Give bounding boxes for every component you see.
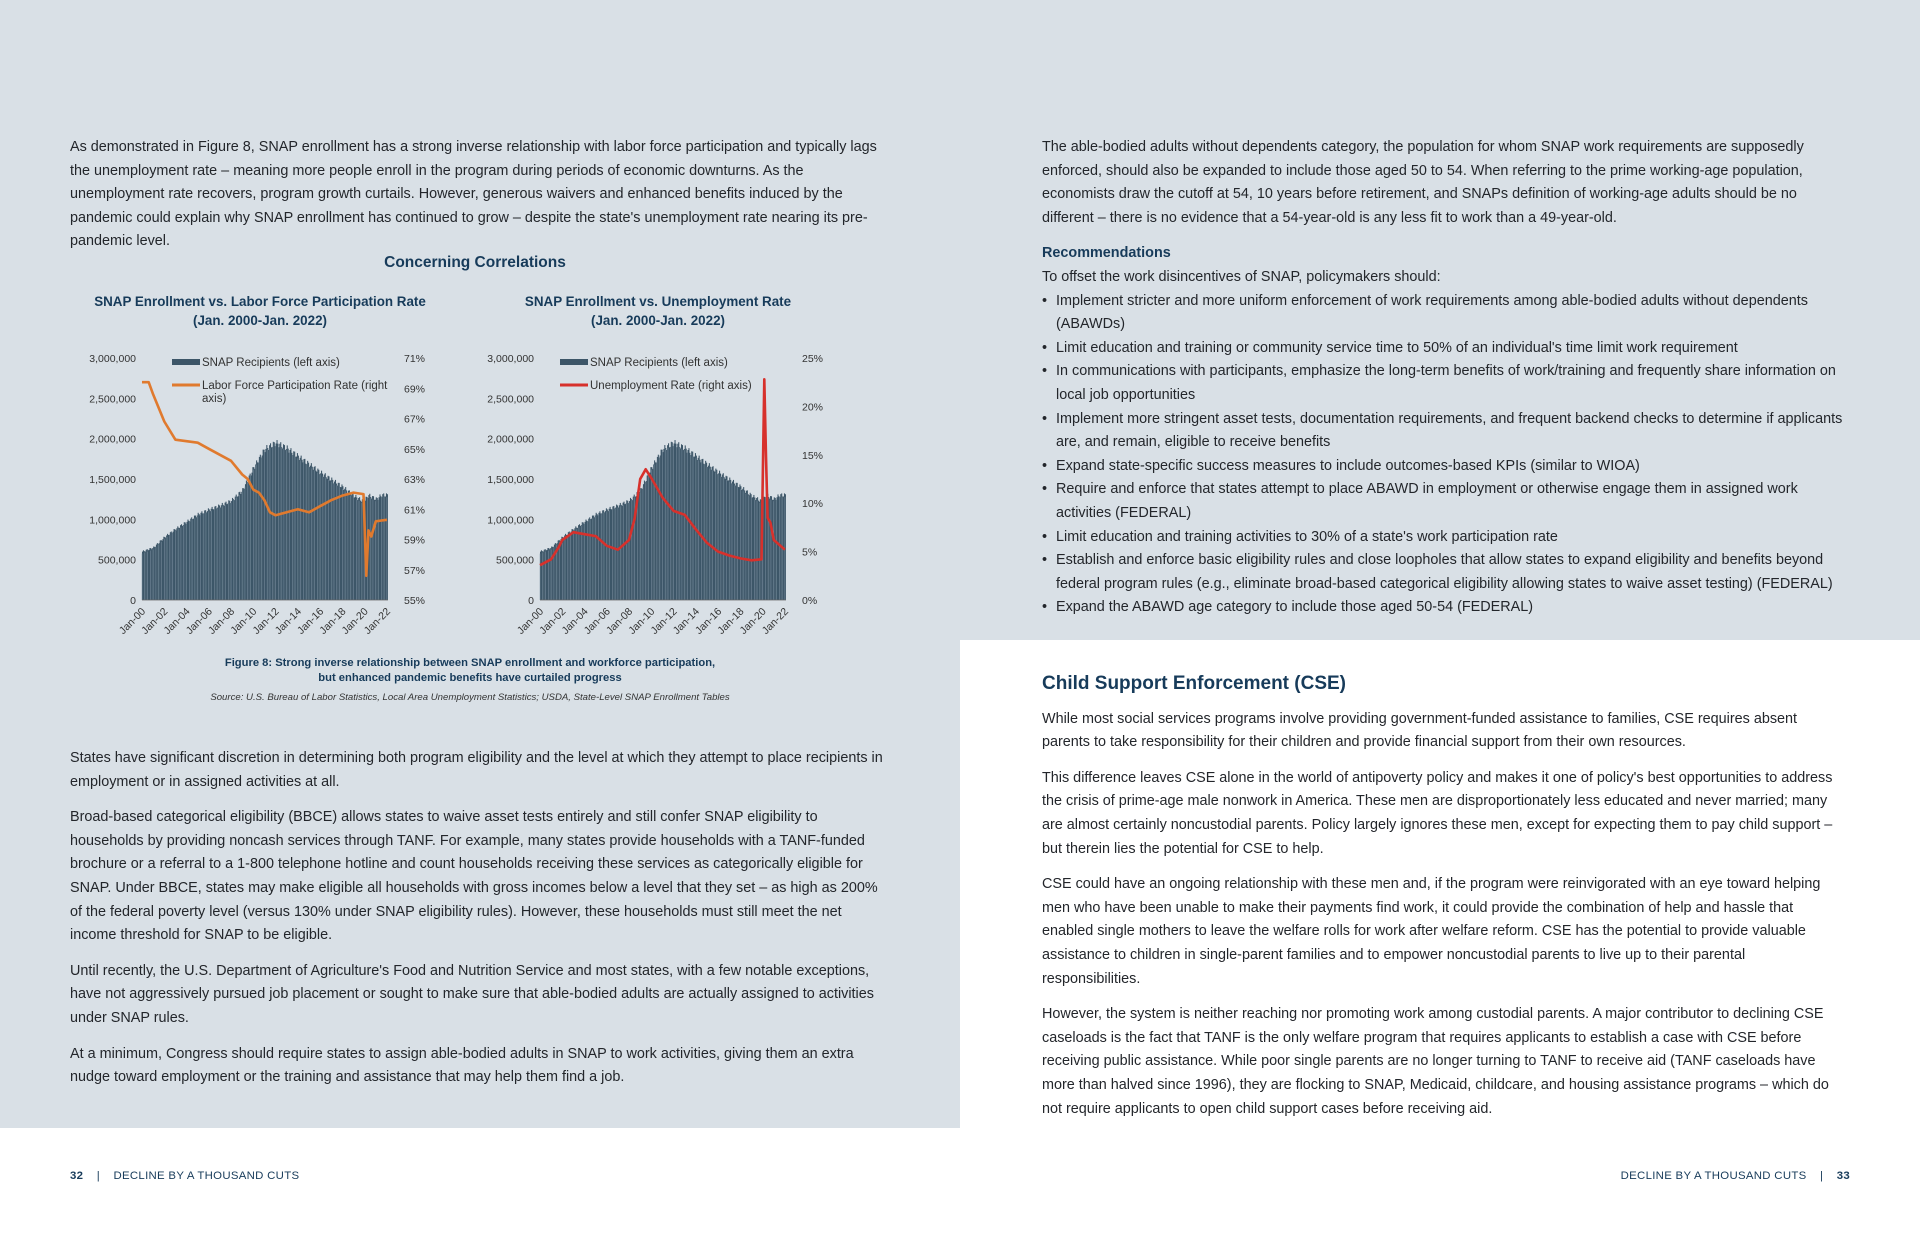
legend-label-line bbox=[202, 380, 388, 405]
bar bbox=[725, 479, 726, 600]
chart2-title: SNAP Enrollment vs. Unemployment Rate bbox=[524, 294, 792, 309]
x-tick-label: Jan-12 bbox=[648, 605, 680, 637]
list-item: • Require and enforce that states attempt to place ABAWD in employment or otherwise engage them in assigned work activities (FEDERAL) bbox=[1042, 478, 1847, 525]
bar bbox=[574, 528, 575, 600]
bar bbox=[371, 499, 372, 600]
bar bbox=[282, 448, 283, 600]
bar bbox=[686, 449, 687, 600]
bar bbox=[585, 520, 586, 600]
bar bbox=[254, 469, 255, 600]
bar bbox=[332, 480, 333, 600]
bar bbox=[187, 520, 188, 600]
bar bbox=[688, 448, 689, 600]
list-item: • Expand the ABAWD age category to include those aged 50-54 (FEDERAL) bbox=[1042, 596, 1847, 620]
y-tick-right: 61% bbox=[404, 504, 426, 517]
bar bbox=[171, 531, 172, 600]
bar bbox=[733, 480, 734, 600]
bar bbox=[569, 531, 570, 600]
y-tick-right: 59% bbox=[404, 534, 426, 547]
y-tick-left: 3,000,000 bbox=[89, 353, 136, 365]
bar bbox=[658, 455, 659, 600]
bar bbox=[218, 505, 219, 600]
bar bbox=[702, 459, 703, 600]
bar bbox=[560, 539, 561, 600]
x-tick-label: Jan-18 bbox=[715, 605, 747, 637]
bar bbox=[705, 461, 706, 600]
bar bbox=[680, 448, 681, 600]
bar bbox=[193, 519, 194, 600]
bar bbox=[627, 501, 628, 600]
x-tick-label: Jan-20 bbox=[737, 605, 769, 637]
bar bbox=[357, 500, 358, 600]
bar bbox=[341, 487, 342, 600]
chart1-subtitle: (Jan. 2000-Jan. 2022) bbox=[193, 313, 327, 328]
legend-swatch-bars bbox=[560, 359, 588, 365]
bar bbox=[633, 497, 634, 600]
bar bbox=[318, 470, 319, 600]
bar bbox=[235, 497, 236, 600]
bar bbox=[758, 501, 759, 600]
bar bbox=[605, 511, 606, 600]
bar bbox=[594, 517, 595, 600]
bar bbox=[588, 519, 589, 600]
y-tick-left: 1,500,000 bbox=[89, 474, 136, 486]
bar bbox=[157, 543, 158, 600]
bar bbox=[224, 506, 225, 600]
y-tick-left: 1,000,000 bbox=[89, 514, 136, 527]
footer-left bbox=[70, 1170, 299, 1182]
bar bbox=[190, 519, 191, 600]
bar bbox=[544, 550, 545, 600]
bar bbox=[764, 497, 765, 600]
bar bbox=[719, 471, 720, 600]
bar bbox=[349, 490, 350, 600]
y-tick-right: 20% bbox=[802, 401, 824, 414]
bar bbox=[546, 550, 547, 600]
bar bbox=[151, 549, 152, 600]
y-tick-left: 2,000,000 bbox=[487, 433, 534, 446]
legend-label-line-2: axis) bbox=[202, 393, 227, 405]
bar bbox=[541, 550, 542, 600]
page-number-left: 32 bbox=[70, 1170, 84, 1182]
bar bbox=[663, 449, 664, 600]
y-tick-left: 0 bbox=[528, 595, 534, 607]
bar bbox=[775, 498, 776, 600]
caption-line-2: but enhanced pandemic benefits have curtailed progress bbox=[318, 672, 622, 684]
bar bbox=[736, 483, 737, 600]
bar bbox=[229, 501, 230, 600]
bar bbox=[374, 500, 375, 600]
legend-label-bars: SNAP Recipients (left axis) bbox=[590, 357, 728, 369]
left-intro: As demonstrated in Figure 8, SNAP enrollment has a strong inverse relationship with labor force participation and typically lags the unemployment rate – meaning more people enroll in the program during periods of economic downturns. As the unemployment rate recovers, program growth curtails. However, generous waivers and enhanced benefits induced by the pandemic could explain why SNAP enrollment has continued to grow – despite the state's unemployment rate nearing its pre-pandemic level. bbox=[70, 139, 877, 250]
y-tick-left: 2,500,000 bbox=[487, 393, 534, 406]
bar bbox=[744, 490, 745, 600]
bar bbox=[739, 487, 740, 600]
y-tick-left: 500,000 bbox=[496, 554, 534, 567]
bar bbox=[251, 473, 252, 600]
bar bbox=[343, 490, 344, 600]
bar bbox=[271, 447, 272, 600]
bar bbox=[354, 497, 355, 600]
bar bbox=[215, 506, 216, 600]
bar bbox=[221, 505, 222, 600]
bar bbox=[307, 461, 308, 600]
bar bbox=[622, 506, 623, 600]
list-item: • Establish and enforce basic eligibility rules and close loopholes that allow states to expand eligibility and benefits beyond federal program rules (e.g., eliminate broad-based categorical eligibility allowing states to waive asset testing) (FEDERAL) bbox=[1042, 549, 1847, 596]
bar bbox=[566, 535, 567, 600]
x-tick-label: Jan-04 bbox=[161, 605, 193, 637]
y-tick-right: 15% bbox=[802, 449, 824, 462]
bar bbox=[580, 526, 581, 600]
bar bbox=[624, 504, 625, 600]
bar bbox=[741, 490, 742, 600]
bar bbox=[277, 440, 278, 600]
chart1-heading bbox=[70, 292, 450, 330]
y-tick-left: 2,000,000 bbox=[89, 433, 136, 446]
bar bbox=[310, 466, 311, 600]
cse-heading: Child Support Enforcement (CSE) bbox=[1042, 673, 1346, 694]
bar bbox=[672, 442, 673, 600]
bar bbox=[293, 451, 294, 600]
bar bbox=[377, 498, 378, 600]
footer-right bbox=[1621, 1170, 1850, 1182]
left-paragraph: Until recently, the U.S. Department of Agriculture's Food and Nutrition Service and most states, with a few notable exceptions, have not aggressively pursued job placement or sought to make sure that able-bodied adults are actually assigned to activities under SNAP rules. bbox=[70, 962, 874, 1026]
bar bbox=[772, 500, 773, 600]
bar bbox=[572, 529, 573, 600]
bar bbox=[201, 511, 202, 600]
bar bbox=[777, 494, 778, 600]
bar bbox=[315, 471, 316, 600]
x-tick-label: Jan-04 bbox=[559, 605, 591, 637]
bar bbox=[274, 442, 275, 600]
y-tick-right: 0% bbox=[802, 595, 818, 607]
y-tick-right: 5% bbox=[802, 546, 818, 559]
bar bbox=[591, 519, 592, 600]
bar bbox=[597, 514, 598, 600]
y-tick-right: 55% bbox=[404, 595, 426, 607]
bar bbox=[143, 550, 144, 600]
footer-title-right: DECLINE BY A THOUSAND CUTS bbox=[1620, 1170, 1807, 1182]
bar bbox=[179, 528, 180, 600]
bar bbox=[641, 488, 642, 600]
y-tick-right: 69% bbox=[404, 383, 426, 396]
bar bbox=[321, 471, 322, 600]
x-tick-label: Jan-14 bbox=[670, 605, 702, 637]
cse-section bbox=[1042, 672, 1847, 1133]
list-item: • Implement more stringent asset tests, documentation requirements, and frequent backend checks to determine if applicants are, and remain, eligible to receive benefits bbox=[1042, 408, 1847, 455]
figure-source: Source: U.S. Bureau of Labor Statistics, Local Area Unemployment Statistics; USDA, State-Level SNAP Enrollment Tables bbox=[210, 692, 730, 703]
bar bbox=[619, 505, 620, 600]
x-tick-label: Jan-14 bbox=[272, 605, 304, 637]
list-item: • Expand state-specific success measures to include outcomes-based KPIs (similar to WIOA) bbox=[1042, 455, 1847, 479]
bar bbox=[196, 517, 197, 600]
bar bbox=[243, 488, 244, 600]
bar bbox=[716, 470, 717, 600]
bar bbox=[722, 474, 723, 600]
chart2-heading bbox=[468, 292, 848, 330]
bar bbox=[199, 514, 200, 600]
x-tick-label: Jan-06 bbox=[581, 605, 613, 637]
x-tick-label: Jan-00 bbox=[116, 605, 149, 637]
x-tick-label: Jan-02 bbox=[139, 605, 171, 637]
bar bbox=[238, 496, 239, 600]
footer-separator: | bbox=[1819, 1170, 1824, 1182]
chart-snap-vs-lfpr bbox=[70, 344, 460, 654]
legend-swatch-bars bbox=[172, 359, 200, 365]
left-paragraph: At a minimum, Congress should require states to assign able-bodied adults in SNAP to work activities, giving them an extra nudge toward employment or the training and assistance that may help them find a job. bbox=[70, 1045, 854, 1086]
y-tick-left: 0 bbox=[130, 595, 136, 607]
cse-paragraph: However, the system is neither reaching nor promoting work among custodial parents. A major contributor to declining CSE caseloads is the fact that TANF is the only welfare program that requires applicants to establish a case with CSE before receiving public assistance. While poor single parents are no longer turning to TANF to receive aid (TANF caseloads have more than halved since 1996), they are flocking to SNAP, Medicaid, childcare, and housing assistance programs – which do not require applicants to open child support cases before receiving aid. bbox=[1042, 1006, 1829, 1117]
x-tick-label: Jan-16 bbox=[295, 605, 327, 637]
x-tick-label: Jan-06 bbox=[183, 605, 215, 637]
y-tick-left: 2,500,000 bbox=[89, 393, 136, 406]
y-tick-left: 1,500,000 bbox=[487, 474, 534, 486]
bar bbox=[290, 448, 291, 600]
x-tick-label: Jan-10 bbox=[626, 605, 658, 637]
right-intro: The able-bodied adults without dependents category, the population for whom SNAP work requirements are supposedly enforced, should also be expanded to include those aged 50 to 54. When referring to the prime working-age population, economists draw the cutoff at 54, 10 years before retirement, and SNAPs definition of working-age adults should be no different – there is no evidence that a 54-year-old is any less fit to work than a 49-year-old. bbox=[1042, 139, 1804, 226]
y-tick-right: 67% bbox=[404, 413, 426, 426]
bar bbox=[265, 449, 266, 600]
x-tick-label: Jan-00 bbox=[514, 605, 547, 637]
bar bbox=[160, 541, 161, 600]
bar bbox=[148, 550, 149, 600]
bar bbox=[165, 538, 166, 600]
caption-line-1: Figure 8: Strong inverse relationship between SNAP enrollment and workforce participation, bbox=[224, 657, 716, 669]
bar bbox=[296, 457, 297, 600]
bar bbox=[338, 483, 339, 600]
legend-label-line: Unemployment Rate (right axis) bbox=[590, 380, 752, 392]
bar bbox=[563, 538, 564, 600]
bar bbox=[549, 549, 550, 600]
left-paragraph: States have significant discretion in determining both program eligibility and the level at which they attempt to place recipients in employment or in assigned activities at all. bbox=[70, 750, 883, 790]
bar bbox=[210, 511, 211, 600]
bar bbox=[263, 450, 264, 600]
chart-snap-vs-unemployment bbox=[468, 344, 858, 654]
figure-title: Concerning Correlations bbox=[384, 254, 566, 271]
legend-label-bars: SNAP Recipients (left axis) bbox=[202, 357, 340, 369]
x-tick-label: Jan-18 bbox=[317, 605, 349, 637]
chart1-title: SNAP Enrollment vs. Labor Force Participation Rate bbox=[94, 294, 426, 309]
x-tick-label: Jan-16 bbox=[693, 605, 725, 637]
bar bbox=[750, 493, 751, 600]
bar bbox=[146, 550, 147, 600]
y-tick-right: 10% bbox=[802, 498, 824, 511]
bar bbox=[708, 466, 709, 600]
bar bbox=[352, 493, 353, 600]
bar bbox=[666, 450, 667, 600]
bar bbox=[249, 475, 250, 600]
bar bbox=[302, 460, 303, 600]
x-tick-label: Jan-08 bbox=[603, 605, 636, 637]
page-number-right: 33 bbox=[1836, 1170, 1850, 1182]
left-column bbox=[70, 136, 880, 266]
y-tick-right: 71% bbox=[404, 353, 426, 365]
bar bbox=[360, 501, 361, 600]
bar bbox=[257, 462, 258, 600]
recommendations-heading: Recommendations bbox=[1042, 245, 1171, 262]
bar bbox=[638, 494, 639, 600]
bar bbox=[683, 450, 684, 600]
bar bbox=[769, 499, 770, 600]
bar bbox=[299, 460, 300, 600]
y-tick-left: 500,000 bbox=[98, 554, 136, 567]
bar bbox=[700, 460, 701, 600]
bar bbox=[285, 450, 286, 600]
x-tick-label: Jan-08 bbox=[205, 605, 238, 637]
bar bbox=[346, 490, 347, 600]
bar bbox=[730, 480, 731, 600]
list-item: • Limit education and training activities to 30% of a state's work participation rate bbox=[1042, 526, 1847, 550]
bar bbox=[661, 450, 662, 600]
bar bbox=[212, 509, 213, 600]
bar bbox=[747, 490, 748, 600]
bar bbox=[232, 498, 233, 600]
bar bbox=[268, 450, 269, 600]
recommendations-list bbox=[1042, 290, 1847, 620]
bar bbox=[154, 547, 155, 600]
list-item: • Limit education and training or community service time to 50% of an individual's time limit work requirement bbox=[1042, 337, 1847, 361]
footer-title-left: DECLINE BY A THOUSAND CUTS bbox=[113, 1170, 300, 1182]
x-tick-label: Jan-20 bbox=[339, 605, 371, 637]
bar bbox=[207, 511, 208, 600]
bar bbox=[329, 481, 330, 600]
right-column bbox=[1042, 136, 1847, 620]
legend bbox=[172, 357, 388, 405]
bar bbox=[713, 471, 714, 600]
recommendations-lead: To offset the work disincentives of SNAP, policymakers should: bbox=[1042, 268, 1441, 285]
x-tick-label: Jan-02 bbox=[537, 605, 569, 637]
bar bbox=[630, 498, 631, 600]
bar bbox=[327, 479, 328, 600]
bar bbox=[240, 494, 241, 600]
bar bbox=[185, 522, 186, 600]
y-tick-right: 25% bbox=[802, 353, 824, 365]
bar bbox=[755, 500, 756, 600]
bar bbox=[304, 459, 305, 600]
bar bbox=[669, 447, 670, 600]
x-tick-label: Jan-12 bbox=[250, 605, 282, 637]
bar bbox=[260, 455, 261, 600]
y-tick-right: 65% bbox=[404, 443, 426, 456]
y-tick-right: 57% bbox=[404, 564, 426, 577]
cse-paragraph: This difference leaves CSE alone in the world of antipoverty policy and makes it one of policy's best opportunities to address the crisis of prime-age male nonwork in America. These men are disproportionately less educated and never married; many are almost certainly noncustodial parents. Policy largely ignores these men, except for expecting them to pay child support – but therein lies the potential for CSE to help. bbox=[1042, 769, 1833, 857]
bar bbox=[204, 510, 205, 600]
cse-paragraph: While most social services programs involve providing government-funded assistance to families, CSE requires absent parents to take responsibility for their children and provide financial support from their own resources. bbox=[1042, 710, 1798, 751]
chart2-subtitle: (Jan. 2000-Jan. 2022) bbox=[591, 313, 725, 328]
bar bbox=[649, 473, 650, 600]
bar bbox=[313, 470, 314, 600]
bar bbox=[288, 449, 289, 600]
legend bbox=[560, 357, 752, 392]
left-paragraph: Broad-based categorical eligibility (BBCE) allows states to waive asset tests entirely and still confer SNAP eligibility to households by providing noncash services through TANF. For example, many states provide households with a TANF-funded brochure or a referral to a 1-800 telephone hotline and count households receiving these services as categorically eligible for SNAP. Under BBCE, states may make eligible all households with gross incomes below a level that they set – as high as 200% of the federal poverty level (versus 130% under SNAP eligibility rules). However, these households must still meet the net income threshold for SNAP to be eligible. bbox=[70, 809, 878, 944]
bar bbox=[324, 474, 325, 600]
bar bbox=[608, 511, 609, 600]
bar bbox=[677, 444, 678, 600]
bar bbox=[226, 504, 227, 600]
y-tick-left: 1,000,000 bbox=[487, 514, 534, 527]
bar bbox=[246, 481, 247, 600]
bar bbox=[711, 470, 712, 600]
bar bbox=[182, 526, 183, 600]
left-lower-text bbox=[70, 747, 885, 1102]
bar bbox=[602, 510, 603, 600]
bar bbox=[675, 440, 676, 600]
bar bbox=[176, 528, 177, 600]
list-item: • In communications with participants, emphasize the long-term benefits of work/training and frequently share information on local job opportunities bbox=[1042, 360, 1847, 407]
bar bbox=[616, 505, 617, 600]
x-tick-label: Jan-10 bbox=[228, 605, 260, 637]
bar bbox=[652, 469, 653, 600]
y-tick-right: 63% bbox=[404, 474, 426, 486]
bar bbox=[577, 528, 578, 600]
bar bbox=[610, 509, 611, 600]
bar bbox=[647, 475, 648, 600]
bar bbox=[385, 496, 386, 600]
bar bbox=[613, 506, 614, 600]
bar bbox=[644, 481, 645, 600]
list-item: • Implement stricter and more uniform enforcement of work requirements among able-bodied adults without dependents (ABAWDs) bbox=[1042, 290, 1847, 337]
bar bbox=[379, 494, 380, 600]
x-tick-label: Jan-22 bbox=[759, 605, 792, 637]
bar bbox=[727, 481, 728, 600]
footer-separator: | bbox=[96, 1170, 101, 1182]
bar bbox=[162, 539, 163, 600]
bar bbox=[174, 529, 175, 600]
x-tick-label: Jan-22 bbox=[361, 605, 394, 637]
bar bbox=[752, 497, 753, 600]
bar bbox=[279, 444, 280, 600]
bar bbox=[382, 494, 383, 600]
bar bbox=[599, 511, 600, 600]
bar bbox=[168, 535, 169, 600]
y-tick-left: 3,000,000 bbox=[487, 353, 534, 365]
figure-caption bbox=[160, 656, 780, 686]
cse-paragraph: CSE could have an ongoing relationship with these men and, if the program were reinvigorated with an eye toward helping men who have been unable to make their payments find work, it could provide the combination of help and hassle that enabled single mothers to leave the welfare rolls for work after welfare reform. CSE has the potential to provide valuable assistance to children in single-parent families and to empower noncustodial parents to live up to their parental responsibilities. bbox=[1042, 876, 1821, 987]
legend-label-line-1: Labor Force Participation Rate (right bbox=[202, 380, 388, 392]
